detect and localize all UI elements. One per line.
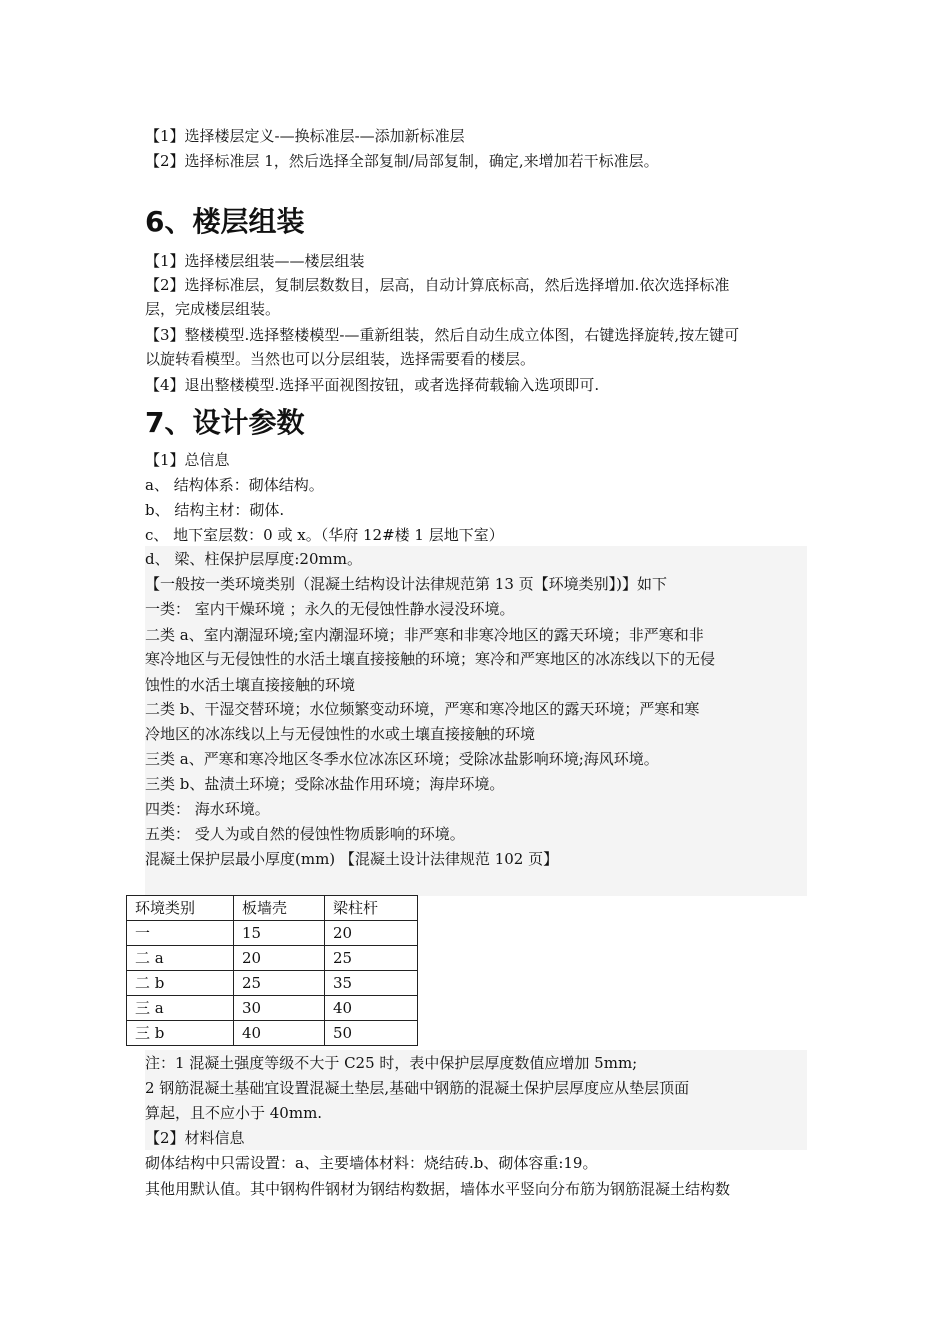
body-line: 【3】整楼模型.选择整楼模型-—重新组装，然后自动生成立体图，右键选择旋转,按左键可 xyxy=(145,326,740,344)
table-header-cell: 梁柱杆 xyxy=(325,896,418,921)
note-line: 注：1 混凝土强度等级不大于 C25 时，表中保护层厚度数值应增加 5mm; xyxy=(145,1054,638,1072)
body-line: 二类 a、室内潮湿环境;室内潮湿环境；非严寒和非寒冷地区的露天环境；非严寒和非 xyxy=(145,626,704,644)
section-heading: 7、设计参数 xyxy=(145,406,305,439)
body-line: 【一般按一类环境类别（混凝土结构设计法律规范第 13 页【环境类别】)】如下 xyxy=(145,575,667,593)
body-line: 以旋转看模型。当然也可以分层组装，选择需要看的楼层。 xyxy=(145,350,536,368)
table-cell: 40 xyxy=(325,996,418,1021)
body-line: 一类： 室内干燥环境 ；永久的无侵蚀性静水浸没环境。 xyxy=(145,600,515,618)
table-cell: 25 xyxy=(234,971,325,996)
body-line: b、 结构主材：砌体. xyxy=(145,501,285,519)
body-line: 【2】选择标准层 1，然后选择全部复制/局部复制，确定,来增加若干标准层。 xyxy=(145,152,659,170)
table-cell: 20 xyxy=(325,921,418,946)
note-line: 2 钢筋混凝土基础宜设置混凝土垫层,基础中钢筋的混凝土保护层厚度应从垫层顶面 xyxy=(145,1079,690,1097)
body-line: 五类： 受人为或自然的侵蚀性物质影响的环境。 xyxy=(145,825,465,843)
table-cell: 25 xyxy=(325,946,418,971)
table-cell: 30 xyxy=(234,996,325,1021)
table-header-cell: 环境类别 xyxy=(127,896,234,921)
table-cell: 40 xyxy=(234,1021,325,1046)
body-line: 【1】选择楼层组装——楼层组装 xyxy=(145,252,365,270)
body-line: 寒冷地区与无侵蚀性的水活土壤直接接触的环境；寒冷和严寒地区的冰冻线以下的无侵 xyxy=(145,650,716,668)
body-line: 【2】选择标准层，复制层数数目，层高，自动计算底标高，然后选择增加.依次选择标准 xyxy=(145,276,730,294)
cover-thickness-table xyxy=(126,895,418,1046)
body-line: 冷地区的冰冻线以上与无侵蚀性的水或土壤直接接触的环境 xyxy=(145,725,536,743)
table-cell: 50 xyxy=(325,1021,418,1046)
body-line: 四类： 海水环境。 xyxy=(145,800,270,818)
table-row xyxy=(127,921,418,946)
body-line: 砌体结构中只需设置：a、主要墙体材料：烧结砖.b、砌体容重:19。 xyxy=(145,1154,598,1172)
body-line: a、 结构体系：砌体结构。 xyxy=(145,476,324,494)
body-line: 其他用默认值。其中钢构件钢材为钢结构数据，墙体水平竖向分布筋为钢筋混凝土结构数 xyxy=(145,1180,731,1198)
body-line: c、 地下室层数：0 或 x。（华府 12#楼 1 层地下室） xyxy=(145,526,504,544)
body-line: 层，完成楼层组装。 xyxy=(145,300,281,318)
body-line: 三类 a、严寒和寒冷地区冬季水位冰冻区环境；受除冰盐影响环境;海风环境。 xyxy=(145,750,659,768)
table-cell: 20 xyxy=(234,946,325,971)
table-cell: 一 xyxy=(127,921,234,946)
table-header-row xyxy=(127,896,418,921)
body-line: 混凝土保护层最小厚度(mm) 【混凝土设计法律规范 102 页】 xyxy=(145,850,559,868)
body-line: 【4】退出整楼模型.选择平面视图按钮，或者选择荷载输入选项即可. xyxy=(145,376,600,394)
table-cell: 二 a xyxy=(127,946,234,971)
table-cell: 三 a xyxy=(127,996,234,1021)
body-line: d、 梁、柱保护层厚度:20mm。 xyxy=(145,550,362,568)
table-row xyxy=(127,1021,418,1046)
table-row xyxy=(127,946,418,971)
body-line: 二类 b、干湿交替环境；水位频繁变动环境，严寒和寒冷地区的露天环境；严寒和寒 xyxy=(145,700,700,718)
table-header-cell: 板墙壳 xyxy=(234,896,325,921)
table-cell: 35 xyxy=(325,971,418,996)
body-line: 三类 b、盐渍土环境；受除冰盐作用环境；海岸环境。 xyxy=(145,775,505,793)
body-line: 【1】总信息 xyxy=(145,451,230,469)
table-cell: 三 b xyxy=(127,1021,234,1046)
section-heading: 6、楼层组装 xyxy=(145,205,305,238)
table-cell: 二 b xyxy=(127,971,234,996)
note-line: 算起，且不应小于 40mm. xyxy=(145,1104,323,1122)
table-row xyxy=(127,971,418,996)
table-cell: 15 xyxy=(234,921,325,946)
body-line: 【2】材料信息 xyxy=(145,1129,245,1147)
body-line: 蚀性的水活土壤直接接触的环境 xyxy=(145,676,356,694)
body-line: 【1】选择楼层定义-—换标准层-—添加新标准层 xyxy=(145,127,465,145)
table-row xyxy=(127,996,418,1021)
